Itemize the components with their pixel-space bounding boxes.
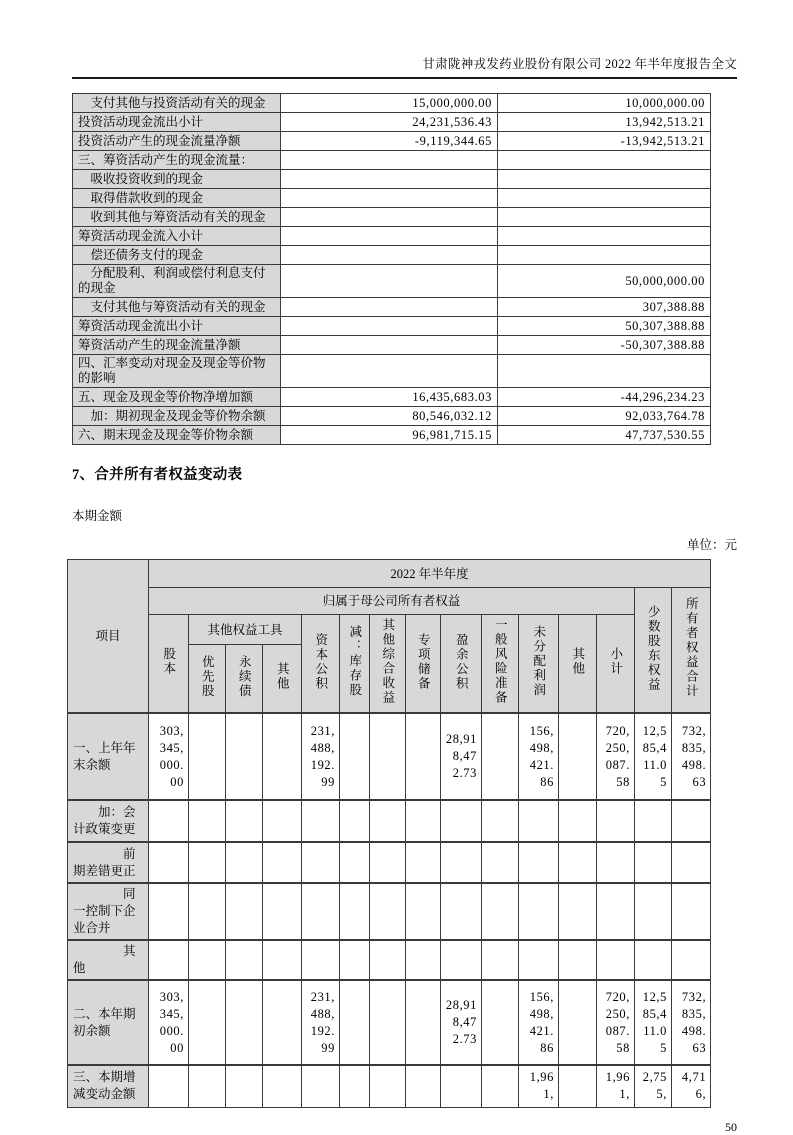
table-row (68, 980, 711, 1065)
cell (189, 800, 226, 842)
cell (263, 713, 302, 800)
cell: 13,942,513.21 (498, 113, 711, 132)
row-label: 投资活动产生的现金流量净额 (73, 132, 281, 151)
cell (189, 713, 226, 800)
table-row (73, 317, 711, 336)
cell (340, 940, 370, 980)
column-header-capital-reserve: 资本公积 (302, 615, 340, 714)
cell (370, 842, 406, 883)
cell (189, 842, 226, 883)
cell: 16,435,683.03 (281, 388, 498, 407)
row-label: 支付其他与筹资活动有关的现金 (73, 298, 281, 317)
table-row (68, 940, 711, 980)
cell (498, 170, 711, 189)
table-row (73, 132, 711, 151)
cell: 10,000,000.00 (498, 94, 711, 113)
row-label: 分配股利、利润或偿付利息支付的现金 (73, 265, 281, 298)
row-label: 加：期初现金及现金等价物余额 (73, 407, 281, 426)
cashflow-table (72, 93, 711, 445)
column-header-perpetual-bond: 永续债 (226, 645, 263, 713)
cell (340, 980, 370, 1065)
table-row (68, 713, 711, 800)
table-row (73, 336, 711, 355)
cell (263, 1065, 302, 1107)
column-header-oci: 其他综合收益 (370, 615, 406, 714)
cell (226, 980, 263, 1065)
column-header-treasury-stock: 减：库存股 (340, 615, 370, 714)
cell (263, 800, 302, 842)
cell (519, 940, 559, 980)
table-row (73, 208, 711, 227)
cell: 50,307,388.88 (498, 317, 711, 336)
cell: 12,585,411.05 (635, 980, 672, 1065)
cell (189, 980, 226, 1065)
cell (370, 713, 406, 800)
table-row (73, 151, 711, 170)
cell (281, 246, 498, 265)
cell: -13,942,513.21 (498, 132, 711, 151)
cell: 303,345,000.00 (149, 713, 189, 800)
cell (441, 940, 482, 980)
cell: 4,716, (672, 1065, 711, 1107)
cell (263, 980, 302, 1065)
cell (149, 883, 189, 940)
row-label: 吸收投资收到的现金 (73, 170, 281, 189)
period-label: 本期金额 (72, 509, 123, 523)
cell (302, 842, 340, 883)
cell (559, 980, 597, 1065)
cell (406, 800, 441, 842)
cell: 303,345,000.00 (149, 980, 189, 1065)
cell: 1,961, (597, 1065, 635, 1107)
column-header-other: 其他 (559, 615, 597, 714)
column-header-subtotal: 小计 (597, 615, 635, 714)
cell (635, 883, 672, 940)
table-row (68, 800, 711, 842)
cell (482, 1065, 519, 1107)
row-label: 筹资活动产生的现金流量净额 (73, 336, 281, 355)
table-row (73, 407, 711, 426)
table-row (68, 1065, 711, 1107)
cell (281, 170, 498, 189)
column-header-general-risk: 一般风险准备 (482, 615, 519, 714)
cell (406, 713, 441, 800)
table-row (73, 265, 711, 298)
cell: 231,488,192.99 (302, 713, 340, 800)
cell: 307,388.88 (498, 298, 711, 317)
table-row (73, 113, 711, 132)
cell: 231,488,192.99 (302, 980, 340, 1065)
cell (281, 317, 498, 336)
cell (559, 940, 597, 980)
cell (370, 1065, 406, 1107)
column-header-item: 项目 (68, 560, 149, 714)
cell (340, 1065, 370, 1107)
cell (340, 842, 370, 883)
cell (226, 1065, 263, 1107)
row-label: 一、上年年末余额 (68, 713, 149, 800)
cell (498, 208, 711, 227)
cell (597, 800, 635, 842)
cell: 732,835,498.63 (672, 713, 711, 800)
cell (281, 336, 498, 355)
cell: 50,000,000.00 (498, 265, 711, 298)
row-label: 其他 (68, 940, 149, 980)
cell: 92,033,764.78 (498, 407, 711, 426)
column-header-other-instrument: 其他 (263, 645, 302, 713)
cell (559, 883, 597, 940)
cell (340, 883, 370, 940)
cell: 12,585,411.05 (635, 713, 672, 800)
cell (149, 1065, 189, 1107)
cell (406, 883, 441, 940)
cell (281, 151, 498, 170)
cell (370, 980, 406, 1065)
cell (519, 800, 559, 842)
cell (302, 800, 340, 842)
table-row (68, 842, 711, 883)
cell (263, 940, 302, 980)
column-header-surplus-reserve: 盈余公积 (441, 615, 482, 714)
cell: 732,835,498.63 (672, 980, 711, 1065)
cell (189, 883, 226, 940)
cell (281, 208, 498, 227)
cell (559, 713, 597, 800)
cell (672, 800, 711, 842)
section-heading: 7、合并所有者权益变动表 (72, 467, 243, 483)
table-row (73, 298, 711, 317)
row-label: 三、筹资活动产生的现金流量： (73, 151, 281, 170)
cell (370, 883, 406, 940)
column-header-period: 2022 年半年度 (149, 560, 711, 588)
cell: -9,119,344.65 (281, 132, 498, 151)
cell (559, 842, 597, 883)
cell (149, 842, 189, 883)
row-label: 收到其他与筹资活动有关的现金 (73, 208, 281, 227)
cell (281, 355, 498, 388)
cell (482, 713, 519, 800)
cell: 1,961, (519, 1065, 559, 1107)
column-header-undistributed-profit: 未分配利润 (519, 615, 559, 714)
cell (302, 883, 340, 940)
cell (482, 883, 519, 940)
row-label: 五、现金及现金等价物净增加额 (73, 388, 281, 407)
cell (559, 800, 597, 842)
cell (482, 800, 519, 842)
cell (519, 883, 559, 940)
cell: 156,498,421.86 (519, 980, 559, 1065)
cell: -50,307,388.88 (498, 336, 711, 355)
cell (263, 842, 302, 883)
cell: 96,981,715.15 (281, 426, 498, 445)
column-header-total-equity: 所有者权益合计 (672, 588, 711, 714)
column-header-other-equity-instruments: 其他权益工具 (189, 615, 302, 645)
cell (370, 800, 406, 842)
cell (635, 940, 672, 980)
cell (482, 980, 519, 1065)
cell (189, 940, 226, 980)
cell: 2,755, (635, 1065, 672, 1107)
cell (441, 883, 482, 940)
page-number: 50 (725, 1119, 737, 1134)
cell (441, 842, 482, 883)
cell: 720,250,087.58 (597, 980, 635, 1065)
row-label: 四、汇率变动对现金及现金等价物的影响 (73, 355, 281, 388)
table-row (73, 355, 711, 388)
cell (302, 940, 340, 980)
cell (597, 842, 635, 883)
cell (672, 940, 711, 980)
cell (149, 800, 189, 842)
cell (340, 800, 370, 842)
cell (281, 298, 498, 317)
cell (498, 227, 711, 246)
cell (672, 842, 711, 883)
column-header-special-reserve: 专项储备 (406, 615, 441, 714)
cell: 80,546,032.12 (281, 407, 498, 426)
cell: 156,498,421.86 (519, 713, 559, 800)
table-row (73, 246, 711, 265)
row-label: 同一控制下企业合并 (68, 883, 149, 940)
column-header-share-capital: 股本 (149, 615, 189, 714)
cell (302, 1065, 340, 1107)
cell (482, 842, 519, 883)
row-label: 加：会计政策变更 (68, 800, 149, 842)
cell: 720,250,087.58 (597, 713, 635, 800)
cell (226, 940, 263, 980)
cell (482, 940, 519, 980)
cell (226, 883, 263, 940)
row-label: 偿还债务支付的现金 (73, 246, 281, 265)
equity-table (67, 559, 711, 1108)
unit-label: 单位：元 (686, 538, 737, 552)
cell (635, 800, 672, 842)
cell (406, 842, 441, 883)
cell (406, 980, 441, 1065)
row-label: 三、本期增减变动金额 (68, 1065, 149, 1107)
cell (189, 1065, 226, 1107)
cell: 15,000,000.00 (281, 94, 498, 113)
cell (519, 842, 559, 883)
column-header-parent-group: 归属于母公司所有者权益 (149, 588, 635, 615)
cell (441, 800, 482, 842)
cell (370, 940, 406, 980)
cell (281, 227, 498, 246)
cell (635, 842, 672, 883)
report-header: 甘肃陇神戎发药业股份有限公司 2022 年半年度报告全文 (72, 54, 737, 79)
cell (441, 1065, 482, 1107)
table-row (73, 426, 711, 445)
cell (498, 246, 711, 265)
cell (498, 189, 711, 208)
row-label: 取得借款收到的现金 (73, 189, 281, 208)
row-label: 六、期末现金及现金等价物余额 (73, 426, 281, 445)
row-label: 支付其他与投资活动有关的现金 (73, 94, 281, 113)
row-label: 投资活动现金流出小计 (73, 113, 281, 132)
column-header-minority-interest: 少数股东权益 (635, 588, 672, 714)
cell (226, 842, 263, 883)
table-row (68, 883, 711, 940)
cell (498, 151, 711, 170)
table-row (73, 227, 711, 246)
row-label: 筹资活动现金流出小计 (73, 317, 281, 336)
table-row (73, 189, 711, 208)
cell (597, 940, 635, 980)
table-row (73, 94, 711, 113)
cell (406, 1065, 441, 1107)
cell (559, 1065, 597, 1107)
row-label: 二、本年期初余额 (68, 980, 149, 1065)
cell: -44,296,234.23 (498, 388, 711, 407)
row-label: 筹资活动现金流入小计 (73, 227, 281, 246)
cell (226, 713, 263, 800)
cell (263, 883, 302, 940)
table-row (73, 170, 711, 189)
cell (498, 355, 711, 388)
column-header-preferred-stock: 优先股 (189, 645, 226, 713)
cell (597, 883, 635, 940)
cell: 24,231,536.43 (281, 113, 498, 132)
cell (281, 189, 498, 208)
table-row (73, 388, 711, 407)
cell (149, 940, 189, 980)
cell (672, 883, 711, 940)
cell: 28,918,472.73 (441, 713, 482, 800)
cell (406, 940, 441, 980)
cell: 28,918,472.73 (441, 980, 482, 1065)
cell: 47,737,530.55 (498, 426, 711, 445)
cell (340, 713, 370, 800)
cell (281, 265, 498, 298)
row-label: 前期差错更正 (68, 842, 149, 883)
cell (226, 800, 263, 842)
